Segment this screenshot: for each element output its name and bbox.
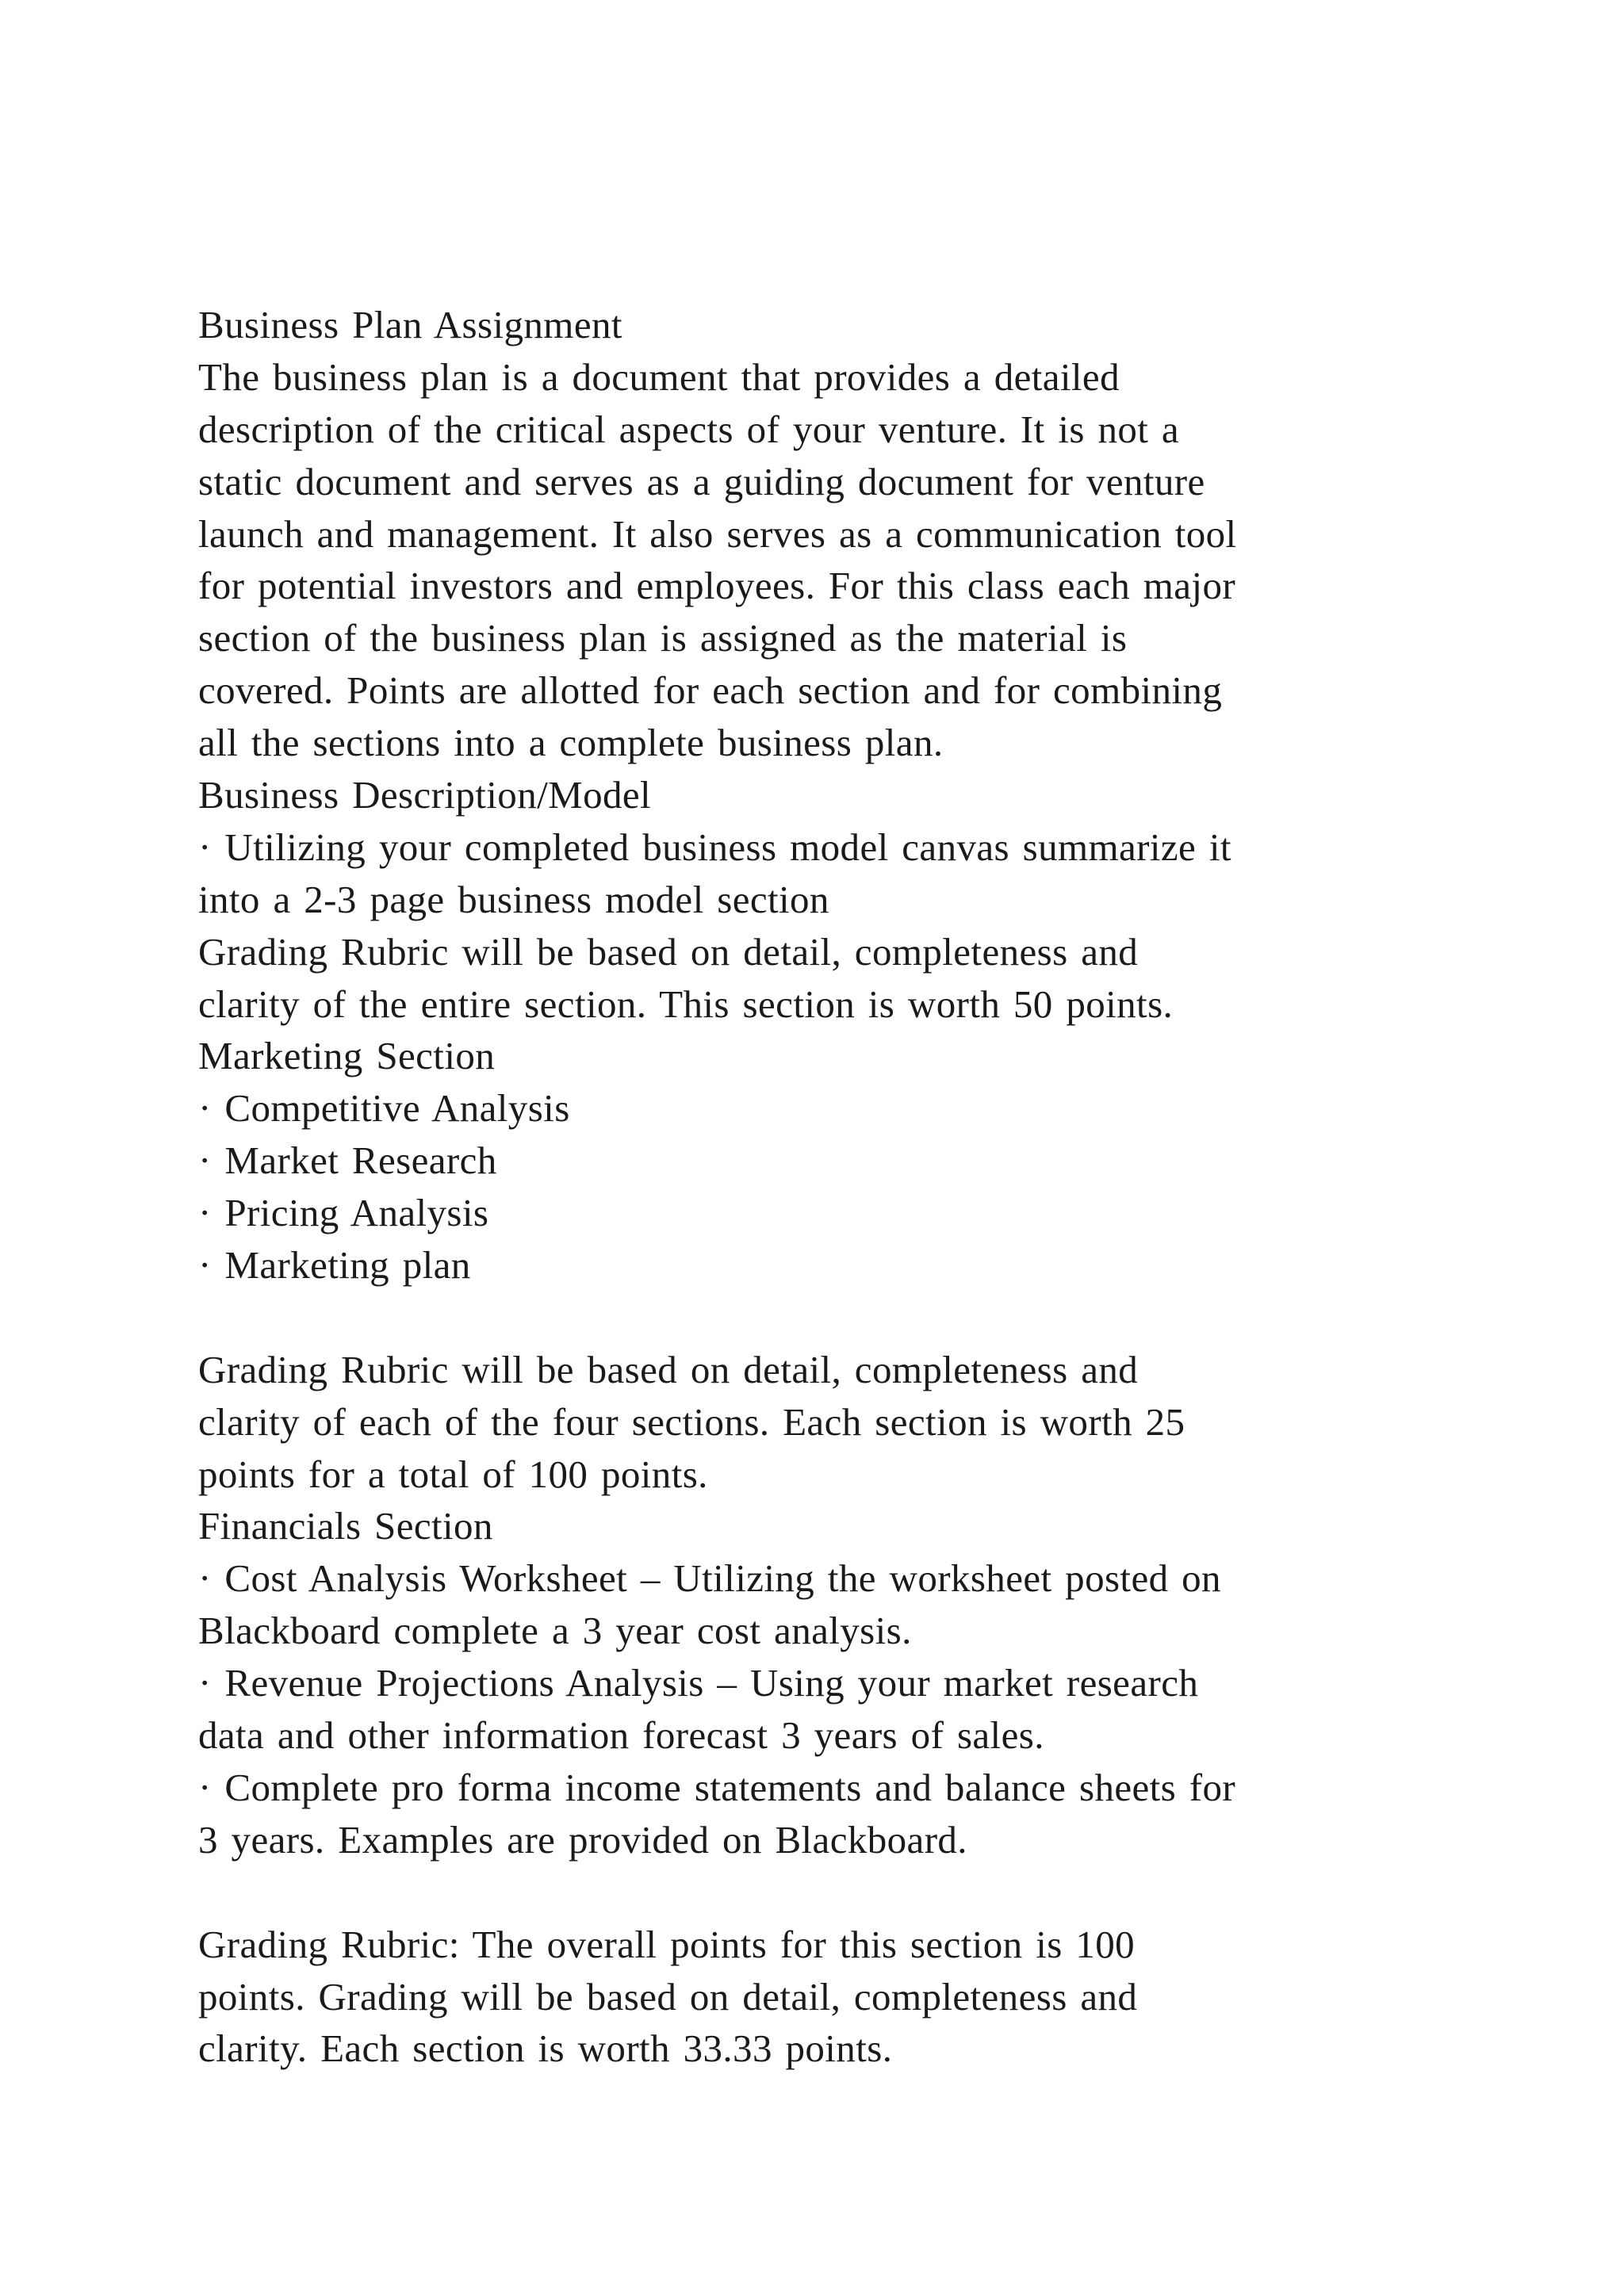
financials-bullet-line: · Complete pro forma income statements and balance sheets for (198, 1765, 1236, 1809)
marketing-rubric-line: points for a total of 100 points. (198, 1452, 708, 1496)
paragraph-spacer (198, 1866, 1467, 1919)
business-model-bullet-line: · Utilizing your completed business model canvas summarize it (198, 825, 1231, 869)
financials-rubric-line: clarity. Each section is worth 33.33 points. (198, 2026, 893, 2071)
intro-line: section of the business plan is assigned as the material is (198, 616, 1128, 660)
document-title: Business Plan Assignment (198, 303, 622, 346)
business-model-bullet-line: into a 2-3 page business model section (198, 877, 829, 921)
intro-line: launch and management. It also serves as a communication tool (198, 511, 1237, 556)
intro-line: for potential investors and employees. For this class each major (198, 564, 1236, 608)
marketing-bullet: · Pricing Analysis (198, 1191, 489, 1235)
financials-bullet-line: data and other information forecast 3 years of sales. (198, 1713, 1044, 1758)
financials-bullet-line: · Revenue Projections Analysis – Using your market research (198, 1661, 1199, 1705)
marketing-rubric-line: Grading Rubric will be based on detail, completeness and (198, 1347, 1139, 1391)
marketing-bullet: · Market Research (198, 1138, 497, 1183)
intro-line: static document and serves as a guiding document for venture (198, 459, 1205, 503)
intro-line: covered. Points are allotted for each section and for combining (198, 668, 1223, 713)
marketing-heading: Marketing Section (198, 1034, 496, 1078)
marketing-rubric-line: clarity of each of the four sections. Each section is worth 25 (198, 1399, 1185, 1444)
financials-bullet-line: 3 years. Examples are provided on Blackboard. (198, 1817, 967, 1862)
intro-line: description of the critical aspects of your venture. It is not a (198, 407, 1180, 451)
paragraph-spacer (198, 1292, 1467, 1344)
business-model-rubric-line: Grading Rubric will be based on detail, completeness and (198, 929, 1139, 974)
intro-line: The business plan is a document that provides a detailed (198, 354, 1120, 399)
business-model-heading: Business Description/Model (198, 773, 652, 817)
document-body (198, 299, 1467, 2075)
financials-rubric-line: Grading Rubric: The overall points for this section is 100 (198, 1922, 1136, 1966)
marketing-bullet: · Competitive Analysis (198, 1086, 570, 1131)
financials-bullet-line: · Cost Analysis Worksheet – Utilizing the worksheet posted on (198, 1556, 1221, 1601)
business-model-rubric-line: clarity of the entire section. This section is worth 50 points. (198, 982, 1174, 1026)
marketing-bullet: · Marketing plan (198, 1243, 471, 1288)
financials-rubric-line: points. Grading will be based on detail, completeness and (198, 1974, 1138, 2019)
financials-bullet-line: Blackboard complete a 3 year cost analysis. (198, 1609, 912, 1653)
financials-heading: Financials Section (198, 1504, 493, 1548)
intro-line: all the sections into a complete business plan. (198, 721, 944, 765)
